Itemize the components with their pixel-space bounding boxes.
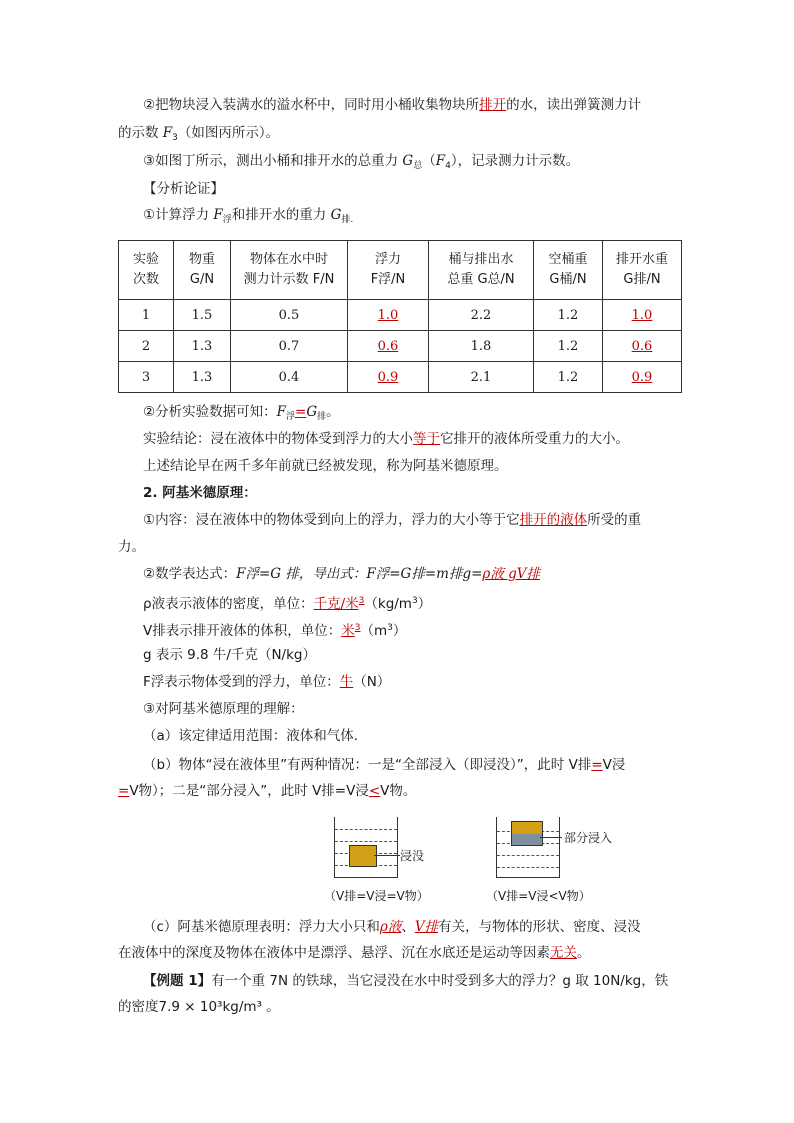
submerged-label: 浸没 — [400, 849, 425, 863]
table-row: 3 1.3 0.4 0.9 2.1 1.2 0.9 — [119, 362, 682, 393]
beaker — [334, 817, 398, 878]
conclusion-line: 实验结论：浸在液体中的物体受到浮力的大小等于它排开的液体所受重力的大小。 — [143, 431, 629, 447]
floating-block-top — [511, 821, 543, 835]
section-title: 【分析论证】 — [143, 181, 224, 197]
section-heading: 2. 阿基米德原理： — [143, 485, 257, 501]
submerged-block — [349, 845, 377, 867]
step2-line2: 的示数 $F_3$（如图丙所示）。 — [118, 125, 280, 143]
step2-line1: ②把物块浸入装满水的溢水杯中，同时用小桶收集物块所排开的水，读出弹簧测力计 — [143, 97, 642, 113]
content-line2: 力。 — [118, 539, 145, 555]
analysis-line: ②分析实验数据可知：$F_浮=G_排$。 — [143, 404, 340, 422]
understand-line: ③对阿基米德原理的理解： — [143, 701, 304, 717]
step3-line: ③如图丁所示，测出小桶和排开水的总重力 $G_总(F_4)$，记录测力计示数。 — [143, 153, 580, 171]
header-cell: 浮力 F浮/N — [348, 241, 429, 300]
law-line1: （c）阿基米德原理表明：浮力大小只和ρ液、V排有关，与物体的形状、密度、浸没 — [143, 919, 641, 935]
history-line: 上述结论早在两千多年前就已经被发现，称为阿基米德原理。 — [143, 458, 508, 474]
formula-line: ②数学表达式：F浮=G 排，导出式：F浮=G排=m排g=ρ液 gV排 — [143, 566, 541, 582]
law-line2: 在液体中的深度及物体在液体中是漂浮、悬浮、沉在水底还是运动等因素无关。 — [118, 945, 591, 961]
header-cell: 空桶重 G桶/N — [534, 241, 603, 300]
partial-label: 部分浸入 — [564, 831, 613, 845]
step2-answer: 排开 — [479, 97, 507, 113]
table-header-row — [119, 241, 682, 300]
rho-line: ρ液表示液体的密度，单位：千克/米$^3(kg/m^3)$ — [143, 596, 432, 612]
header-cell: 桶与排出水 总重 G总/N — [429, 241, 534, 300]
content-line1: ①内容：浸在液体中的物体受到向上的浮力，浮力的大小等于它排开的液体所受的重 — [143, 512, 642, 528]
header-cell: 物体在水中时 测力计示数 F/N — [231, 241, 348, 300]
floating-block-submerged — [511, 834, 543, 846]
beaker — [496, 817, 560, 878]
table-row: 1 1.5 0.5 1.0 2.2 1.2 1.0 — [119, 300, 682, 331]
g-line: g 表示 9.8 牛/千克（N/kg） — [143, 647, 316, 663]
submerged-figure — [324, 815, 480, 907]
header-cell: 物重 G/N — [174, 241, 231, 300]
cases-line1: （b）物体“浸在液体里”有两种情况：一是“全部浸入（即浸没）”，此时 V排=V浸 — [143, 757, 626, 773]
header-cell: 实验 次数 — [119, 241, 174, 300]
volume-line: V排表示排开液体的体积，单位：米$^3(m^3)$ — [143, 623, 407, 639]
partial-figure — [486, 815, 652, 907]
example-tag: 【例题 1】 — [143, 973, 212, 989]
force-line: F浮表示物体受到的浮力，单位：牛（N） — [143, 674, 391, 690]
example-line2: 的密度7.9 × 10³kg/m³ 。 — [118, 999, 280, 1015]
data-table — [118, 240, 682, 393]
example-line1: 【例题 1】有一个重 7N 的铁球，当它浸没在水中时受到多大的浮力？g 取 10N/kg，铁 — [143, 973, 669, 989]
submerged-caption: （V排=V浸=V物） — [324, 889, 429, 903]
table-row: 2 1.3 0.7 0.6 1.8 1.2 0.6 — [119, 331, 682, 362]
calc-line: ①计算浮力 $F_浮$和排开水的重力 $G_{排.}$ — [143, 207, 354, 225]
partial-caption: （V排=V浸<V物） — [486, 889, 591, 903]
header-cell: 排开水重 G排/N — [603, 241, 682, 300]
cases-line2: =V物）；二是“部分浸入”，此时 V排=V浸<V物。 — [118, 783, 417, 799]
scope-line: （a）该定律适用范围：液体和气体. — [143, 728, 359, 744]
